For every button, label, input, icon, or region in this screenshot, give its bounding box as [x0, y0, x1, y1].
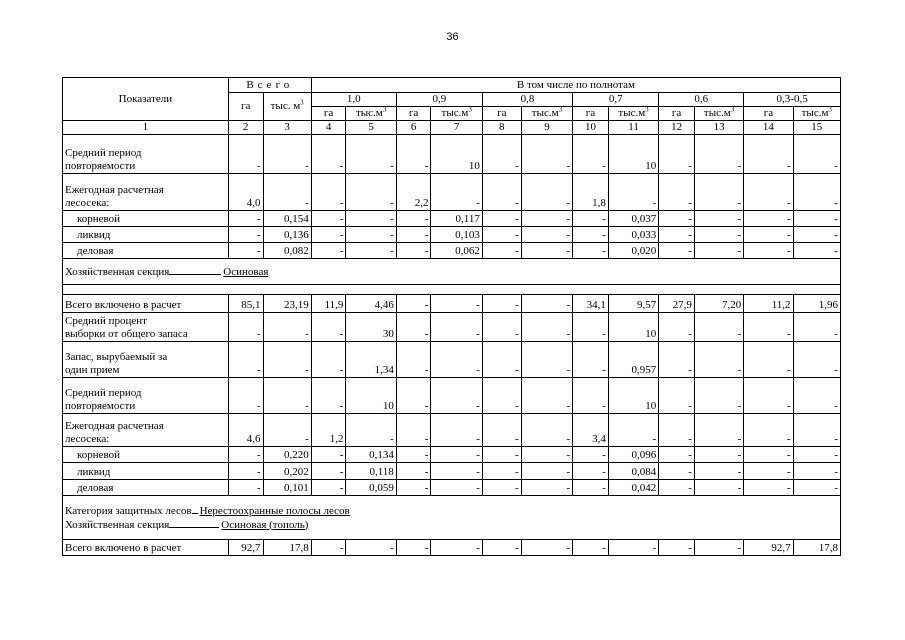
value-cell: - [793, 447, 840, 463]
value-cell: 0,033 [608, 227, 658, 243]
value-cell: - [431, 295, 482, 313]
value-cell: 0,117 [431, 211, 482, 227]
value-cell: - [694, 227, 743, 243]
blank-line [192, 504, 198, 514]
table-row [63, 243, 841, 259]
value-cell: - [694, 211, 743, 227]
value-cell: - [659, 135, 695, 174]
value-cell: 0,957 [608, 342, 658, 378]
value-cell: 0,037 [608, 211, 658, 227]
value-cell: - [311, 540, 346, 556]
value-cell: - [396, 480, 431, 496]
value-cell: - [482, 480, 521, 496]
value-cell: - [793, 313, 840, 342]
value-cell: - [482, 463, 521, 480]
value-cell: 27,9 [659, 295, 695, 313]
value-cell: - [431, 378, 482, 414]
value-cell: - [311, 313, 346, 342]
value-cell: 9,57 [608, 295, 658, 313]
value-cell: - [311, 463, 346, 480]
value-cell: - [573, 342, 609, 378]
row-label: Средний период повторяемости [63, 135, 229, 174]
value-cell: - [694, 540, 743, 556]
value-cell: - [311, 174, 346, 211]
value-cell: 0,062 [431, 243, 482, 259]
value-cell: - [228, 211, 263, 227]
column-number: 9 [521, 121, 572, 135]
value-cell: - [694, 414, 743, 447]
value-cell: - [431, 540, 482, 556]
value-cell: - [431, 313, 482, 342]
total-ha-header: га [228, 93, 263, 121]
ha-header: га [311, 107, 346, 121]
header-row [63, 78, 841, 93]
value-cell: - [228, 378, 263, 414]
value-cell: - [346, 227, 396, 243]
row-label: ликвид [63, 227, 229, 243]
section-row [63, 259, 841, 285]
table-row [63, 313, 841, 342]
value-cell: 0,136 [263, 227, 311, 243]
value-cell: - [521, 174, 572, 211]
value-cell: - [482, 378, 521, 414]
value-cell: - [311, 227, 346, 243]
value-cell: - [396, 243, 431, 259]
table-row [63, 378, 841, 414]
density-header: 0,7 [573, 93, 659, 107]
density-header: 0,3-0,5 [744, 93, 841, 107]
density-header: 0,9 [396, 93, 482, 107]
value-cell: 85,1 [228, 295, 263, 313]
value-cell: - [482, 174, 521, 211]
column-number: 8 [482, 121, 521, 135]
value-cell: - [482, 313, 521, 342]
value-cell: - [793, 480, 840, 496]
value-cell: - [694, 447, 743, 463]
value-cell: - [521, 540, 572, 556]
volume-header: $тыс.м^3$ [431, 107, 482, 121]
column-number: 10 [573, 121, 609, 135]
value-cell: - [744, 211, 793, 227]
value-cell: - [793, 135, 840, 174]
value-cell: - [263, 414, 311, 447]
value-cell: - [396, 313, 431, 342]
value-cell: 7,20 [694, 295, 743, 313]
value-cell: - [521, 414, 572, 447]
value-cell: - [396, 295, 431, 313]
value-cell: - [521, 313, 572, 342]
value-cell: - [573, 243, 609, 259]
value-cell: - [573, 480, 609, 496]
value-cell: - [744, 378, 793, 414]
value-cell: - [573, 463, 609, 480]
value-cell: - [744, 243, 793, 259]
value-cell: - [521, 227, 572, 243]
value-cell: 0,059 [346, 480, 396, 496]
value-cell: - [659, 174, 695, 211]
value-cell: - [793, 378, 840, 414]
column-number: 6 [396, 121, 431, 135]
value-cell: 0,082 [263, 243, 311, 259]
value-cell: 0,134 [346, 447, 396, 463]
value-cell: - [228, 342, 263, 378]
value-cell: - [431, 342, 482, 378]
value-cell: - [521, 463, 572, 480]
value-cell: 30 [346, 313, 396, 342]
value-cell: - [396, 135, 431, 174]
value-cell: - [793, 174, 840, 211]
section-value: Нерестоохранные полосы лесов [199, 504, 350, 517]
value-cell: - [482, 243, 521, 259]
section-label: Категория защитных лесов [65, 504, 192, 517]
value-cell: 23,19 [263, 295, 311, 313]
value-cell: - [396, 540, 431, 556]
value-cell: - [659, 378, 695, 414]
value-cell: - [228, 447, 263, 463]
table-row [63, 463, 841, 480]
value-cell: - [263, 378, 311, 414]
value-cell: - [744, 174, 793, 211]
value-cell: - [431, 174, 482, 211]
value-cell: - [694, 174, 743, 211]
value-cell: - [311, 378, 346, 414]
value-cell: - [659, 313, 695, 342]
value-cell: - [744, 414, 793, 447]
row-label: Средний период повторяемости [63, 378, 229, 414]
row-label: деловая [63, 480, 229, 496]
value-cell: 11,2 [744, 295, 793, 313]
table-row [63, 342, 841, 378]
value-cell: - [659, 227, 695, 243]
table-row [63, 414, 841, 447]
value-cell: - [482, 540, 521, 556]
section-label: Хозяйственная секция [65, 518, 170, 531]
ha-header: га [744, 107, 793, 121]
value-cell: 10 [431, 135, 482, 174]
value-cell: - [793, 342, 840, 378]
value-cell: - [431, 480, 482, 496]
value-cell: - [228, 463, 263, 480]
value-cell: 4,0 [228, 174, 263, 211]
value-cell: - [694, 463, 743, 480]
value-cell: - [482, 211, 521, 227]
table-row [63, 227, 841, 243]
value-cell: 0,020 [608, 243, 658, 259]
value-cell: 10 [608, 313, 658, 342]
value-cell: - [311, 135, 346, 174]
column-number: 5 [346, 121, 396, 135]
section-caption [63, 496, 841, 540]
ha-header: га [396, 107, 431, 121]
value-cell: 0,096 [608, 447, 658, 463]
value-cell: 1,8 [573, 174, 609, 211]
column-number: 11 [608, 121, 658, 135]
value-cell: - [744, 313, 793, 342]
value-cell: - [573, 378, 609, 414]
value-cell: - [521, 447, 572, 463]
row-label: Всего включено в расчет [63, 540, 229, 556]
column-number: 2 [228, 121, 263, 135]
column-number: 7 [431, 121, 482, 135]
value-cell: - [396, 414, 431, 447]
value-cell: - [793, 227, 840, 243]
row-label: Ежегодная расчетная лесосека: [63, 414, 229, 447]
value-cell: - [573, 313, 609, 342]
value-cell: - [608, 414, 658, 447]
value-cell: 0,042 [608, 480, 658, 496]
volume-header: $тыс.м^3$ [793, 107, 840, 121]
column-number: 13 [694, 121, 743, 135]
value-cell: 2,2 [396, 174, 431, 211]
value-cell: - [431, 463, 482, 480]
value-cell: 4,6 [228, 414, 263, 447]
table-row [63, 174, 841, 211]
column-number: 1 [63, 121, 229, 135]
blank-line [169, 265, 221, 275]
value-cell: - [311, 243, 346, 259]
section-value: Осиновая (тополь) [221, 518, 309, 531]
volume-header: $тыс.м^3$ [608, 107, 658, 121]
table-row [63, 135, 841, 174]
value-cell: - [744, 480, 793, 496]
value-cell: 11,9 [311, 295, 346, 313]
value-cell: - [396, 447, 431, 463]
table-row [63, 480, 841, 496]
value-cell: - [521, 480, 572, 496]
value-cell: - [228, 480, 263, 496]
value-cell: - [482, 414, 521, 447]
value-cell: - [521, 378, 572, 414]
value-cell: - [228, 135, 263, 174]
value-cell: - [521, 295, 572, 313]
ha-header: га [482, 107, 521, 121]
column-number: 12 [659, 121, 695, 135]
value-cell: - [263, 313, 311, 342]
row-label: Всего включено в расчет [63, 295, 229, 313]
value-cell: - [573, 211, 609, 227]
value-cell: - [659, 211, 695, 227]
section-row [63, 496, 841, 540]
value-cell: - [694, 313, 743, 342]
value-cell: - [573, 447, 609, 463]
column-number: 14 [744, 121, 793, 135]
volume-header: $тыс.м^3$ [521, 107, 572, 121]
total-volume-header: тыс. $м^3$ [263, 93, 311, 121]
value-cell: - [311, 480, 346, 496]
value-cell: - [659, 342, 695, 378]
value-cell: - [659, 480, 695, 496]
value-cell: - [573, 227, 609, 243]
value-cell: 17,8 [793, 540, 840, 556]
row-label: ликвид [63, 463, 229, 480]
total-header: Всего [228, 78, 311, 93]
table-row [63, 540, 841, 556]
value-cell: - [521, 135, 572, 174]
row-label: корневой [63, 447, 229, 463]
value-cell: 10 [608, 378, 658, 414]
value-cell: 0,103 [431, 227, 482, 243]
table-row [63, 211, 841, 227]
value-cell: - [263, 135, 311, 174]
volume-header: $тыс.м^3$ [694, 107, 743, 121]
value-cell: - [694, 480, 743, 496]
value-cell: - [431, 447, 482, 463]
value-cell: - [311, 211, 346, 227]
value-cell: - [396, 227, 431, 243]
allowable-cut-table [62, 77, 841, 556]
value-cell: - [573, 540, 609, 556]
value-cell: - [228, 313, 263, 342]
value-cell: - [744, 135, 793, 174]
value-cell: - [659, 540, 695, 556]
value-cell: 3,4 [573, 414, 609, 447]
value-cell: - [659, 447, 695, 463]
value-cell: 4,46 [346, 295, 396, 313]
ha-header: га [659, 107, 695, 121]
value-cell: - [744, 342, 793, 378]
value-cell: 1,96 [793, 295, 840, 313]
section-label: Хозяйственная секция [65, 265, 170, 278]
row-label: Средний процент выборки от общего запаса [63, 313, 229, 342]
value-cell: 0,220 [263, 447, 311, 463]
value-cell: - [793, 243, 840, 259]
value-cell: - [431, 414, 482, 447]
value-cell: - [521, 211, 572, 227]
row-label: Ежегодная расчетная лесосека: [63, 174, 229, 211]
value-cell: - [608, 540, 658, 556]
value-cell: - [346, 211, 396, 227]
row-label: Запас, вырубаемый за один прием [63, 342, 229, 378]
value-cell: 34,1 [573, 295, 609, 313]
value-cell: - [228, 227, 263, 243]
value-cell: - [346, 243, 396, 259]
value-cell: 1,34 [346, 342, 396, 378]
value-cell: - [228, 243, 263, 259]
ha-header: га [573, 107, 609, 121]
value-cell: - [346, 135, 396, 174]
volume-header: $тыс.м^3$ [346, 107, 396, 121]
blank-line [169, 518, 219, 528]
value-cell: 0,118 [346, 463, 396, 480]
value-cell: - [311, 342, 346, 378]
value-cell: 10 [346, 378, 396, 414]
value-cell: 92,7 [744, 540, 793, 556]
value-cell: - [694, 378, 743, 414]
value-cell: 17,8 [263, 540, 311, 556]
value-cell: - [694, 243, 743, 259]
value-cell: - [793, 463, 840, 480]
value-cell: 92,7 [228, 540, 263, 556]
value-cell: - [573, 135, 609, 174]
value-cell: - [311, 447, 346, 463]
value-cell: - [482, 227, 521, 243]
page-number: 36 [446, 31, 459, 43]
section-value: Осиновая [223, 265, 269, 278]
indicators-header: Показатели [63, 78, 229, 121]
column-number-row [63, 121, 841, 135]
value-cell: 0,202 [263, 463, 311, 480]
value-cell: - [346, 414, 396, 447]
value-cell: - [482, 447, 521, 463]
value-cell: - [396, 378, 431, 414]
value-cell: 0,101 [263, 480, 311, 496]
row-label: деловая [63, 243, 229, 259]
value-cell: - [694, 135, 743, 174]
value-cell: 0,154 [263, 211, 311, 227]
value-cell: - [521, 342, 572, 378]
row-label: корневой [63, 211, 229, 227]
value-cell: - [482, 135, 521, 174]
spacer-row [63, 285, 841, 295]
column-number: 4 [311, 121, 346, 135]
value-cell: - [482, 342, 521, 378]
value-cell: - [521, 243, 572, 259]
value-cell: - [744, 447, 793, 463]
density-header: 0,6 [659, 93, 744, 107]
density-header: 1,0 [311, 93, 396, 107]
section-caption [63, 259, 841, 285]
value-cell: - [608, 174, 658, 211]
table-row [63, 295, 841, 313]
value-cell: 10 [608, 135, 658, 174]
value-cell: - [346, 174, 396, 211]
table-row [63, 447, 841, 463]
value-cell: - [396, 211, 431, 227]
value-cell: - [263, 342, 311, 378]
value-cell: - [659, 414, 695, 447]
by-density-header: В том числе по полнотам [311, 78, 840, 93]
value-cell: - [793, 211, 840, 227]
column-number: 3 [263, 121, 311, 135]
value-cell: - [396, 463, 431, 480]
value-cell: 1,2 [311, 414, 346, 447]
value-cell: - [346, 540, 396, 556]
column-number: 15 [793, 121, 840, 135]
value-cell: - [744, 463, 793, 480]
value-cell: - [694, 342, 743, 378]
value-cell: 0,084 [608, 463, 658, 480]
value-cell: - [482, 295, 521, 313]
value-cell: - [659, 243, 695, 259]
density-header: 0,8 [482, 93, 572, 107]
value-cell: - [744, 227, 793, 243]
value-cell: - [263, 174, 311, 211]
value-cell: - [659, 463, 695, 480]
value-cell: - [793, 414, 840, 447]
value-cell: - [396, 342, 431, 378]
spacer [63, 285, 841, 295]
